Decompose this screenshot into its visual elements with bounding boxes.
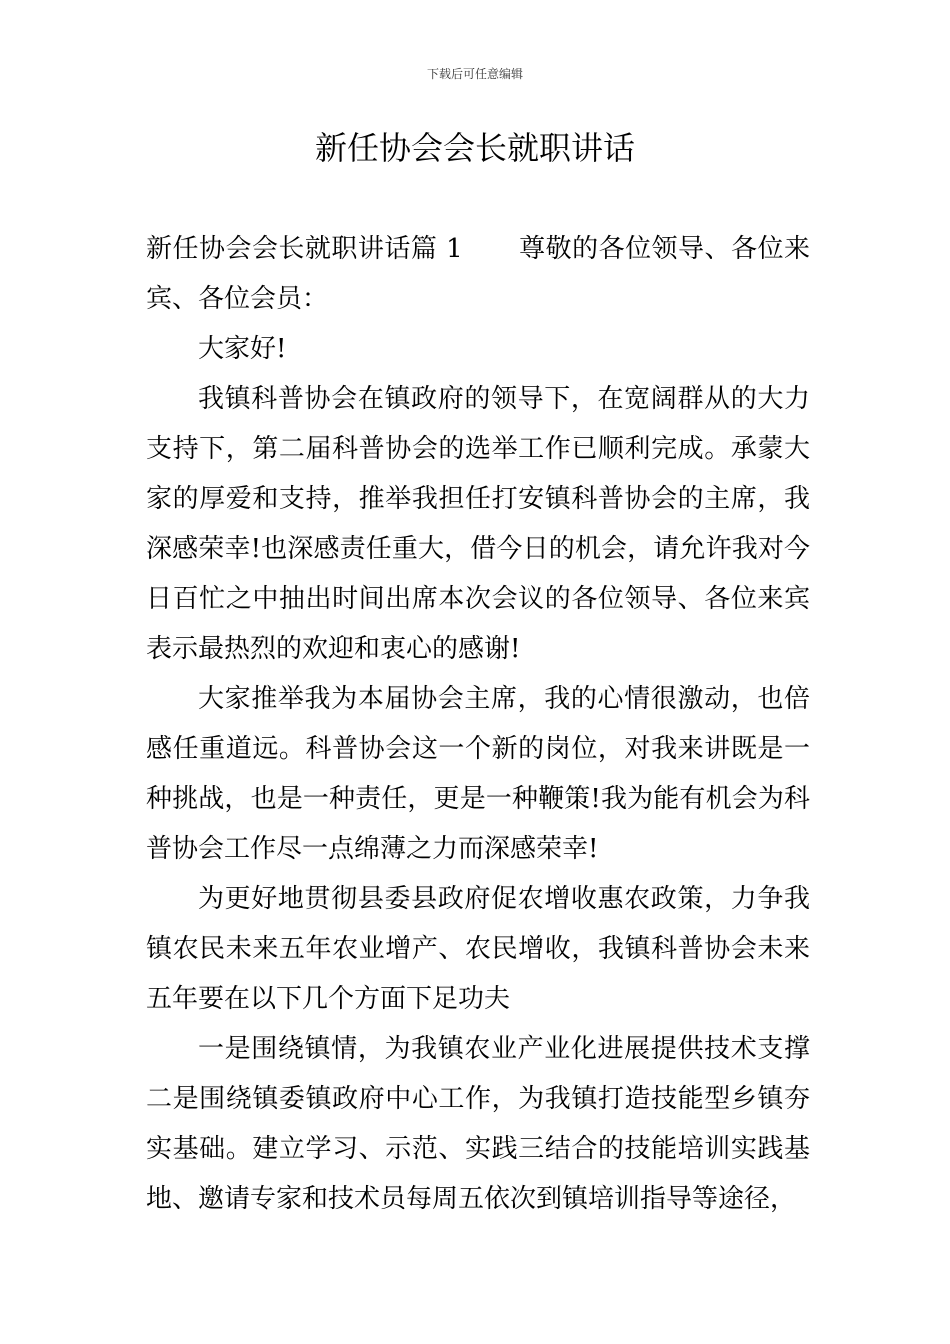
- paragraph-measures: 一是围绕镇情，为我镇农业产业化进展提供技术支撑 二是围绕镇委镇政府中心工作，为我镇打造技能型乡镇夯实基础。建立学习、示范、实践三结合的技能培训实践基地、邀请专家和技术员每周五依次到镇培训指导等途径，: [146, 1034, 810, 1214]
- intro-paragraph: [146, 224, 810, 324]
- salutation: 尊敬的各位领导、各位来宾、各位会员：: [146, 234, 810, 314]
- paragraph-election: 我镇科普协会在镇政府的领导下，在宽阔群从的大力支持下，第二届科普协会的选举工作已顺利完成。承蒙大家的厚爱和支持，推举我担任打安镇科普协会的主席，我深感荣幸!也深感责任重大，借今日的机会，请允许我对今日百忙之中抽出时间出席本次会议的各位领导、各位来宾表示最热烈的欢迎和衷心的感谢!: [146, 384, 810, 664]
- header-note: 下载后可任意编辑: [426, 67, 523, 81]
- document-title: 新任协会会长就职讲话: [314, 129, 635, 167]
- paragraph-goals: 为更好地贯彻县委县政府促农增收惠农政策，力争我镇农民未来五年农业增产、农民增收，我镇科普协会未来五年要在以下几个方面下足功夫: [146, 884, 810, 1014]
- paragraph-feelings: 大家推举我为本届协会主席，我的心情很激动，也倍感任重道远。科普协会这一个新的岗位，对我来讲既是一种挑战，也是一种责任，更是一种鞭策!我为能有机会为科普协会工作尽一点绵薄之力而深感荣幸!: [146, 684, 810, 864]
- section-heading: 新任协会会长就职讲话篇 1: [146, 234, 463, 264]
- paragraph-greeting: 大家好!: [198, 334, 287, 364]
- document-body: [146, 224, 810, 1224]
